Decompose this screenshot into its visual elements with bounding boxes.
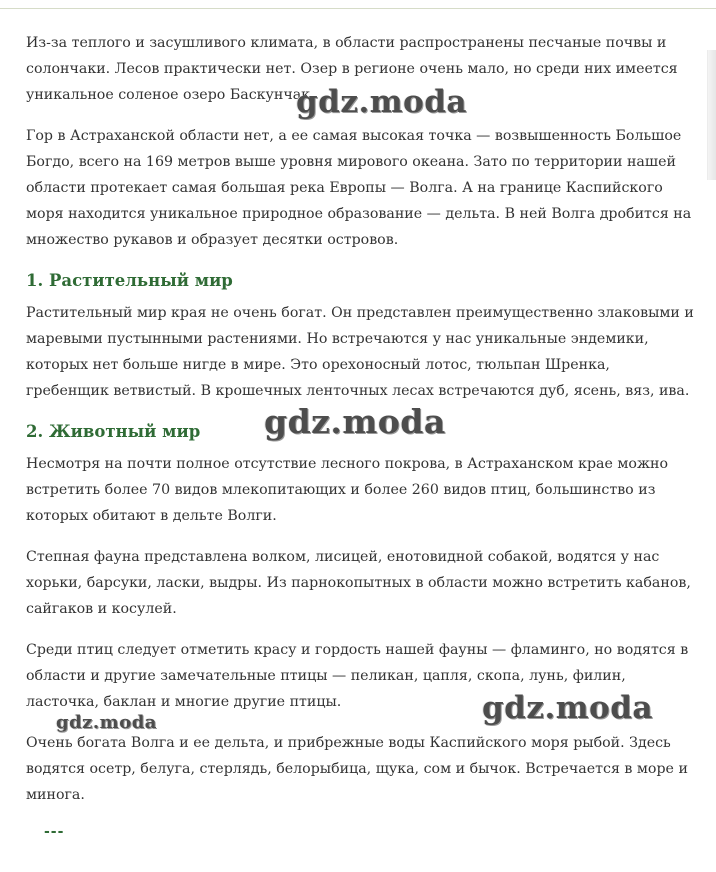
section-heading-flora: 1. Растительный мир bbox=[26, 271, 233, 290]
intro-paragraph-1: Из-за теплого и засушливого климата, в области распространены песчаные почвы и солончаки. Лесов практически нет. Озер в регионе очень мало, но среди них имеется уникальное соленое озеро Баскунчак. bbox=[26, 35, 678, 103]
fauna-paragraph-3: Среди птиц следует отметить красу и гордость нашей фауны — фламинго, но водятся в области и другие замечательные птицы — пеликан, цапля, скопа, лунь, филин, ласточка, баклан и многие другие птицы. bbox=[26, 642, 689, 710]
watermark: gdz.moda bbox=[264, 402, 446, 441]
fauna-paragraph-4: Очень богата Волга и ее дельта, и прибрежные воды Каспийского моря рыбой. Здесь водятся осетр, белуга, стерлядь, белорыбица, щука, сом и бычок. Встречается в море и минога. bbox=[26, 735, 688, 803]
intro-paragraph-2: Гор в Астраханской области нет, а ее самая высокая точка — возвышенность Большое Богдо, всего на 169 метров выше уровня мирового океана. Зато по территории нашей области протекает самая большая река Европы — Волга. А на границе Каспийского моря находится уникальное природное образование — дельта. В ней Волга дробится на множество рукавов и образует десятки островов. bbox=[26, 128, 692, 248]
fauna-paragraph-2: Степная фауна представлена волком, лисицей, енотовидной собакой, водятся у нас хорьки, барсуки, ласки, выдры. Из парнокопытных в области можно встретить кабанов, сайгаков и косулей. bbox=[26, 549, 691, 617]
top-divider-line bbox=[0, 8, 716, 9]
flora-paragraph: Растительный мир края не очень богат. Он представлен преимущественно злаковыми и маревыми пустынными растениями. Но встречаются у нас уникальные эндемики, которых нет больше нигде в мире. Это орехоносный лотос, тюльпан Шренка, гребенщик ветвистый. В крошечных ленточных лесах встречаются дуб, ясень, вяз, ива. bbox=[26, 305, 694, 399]
watermark: gdz.moda bbox=[296, 84, 467, 120]
section-divider: --- bbox=[44, 824, 65, 840]
watermark: gdz.moda bbox=[56, 712, 157, 733]
section-heading-fauna: 2. Животный мир bbox=[26, 422, 201, 441]
fauna-paragraph-1: Несмотря на почти полное отсутствие лесного покрова, в Астраханском крае можно встретить более 70 видов млекопитающих и более 260 видов птиц, большинство из которых обитают в дельте Волги. bbox=[26, 456, 669, 524]
watermark: gdz.moda bbox=[482, 690, 653, 726]
page-edge-decoration bbox=[707, 50, 716, 180]
